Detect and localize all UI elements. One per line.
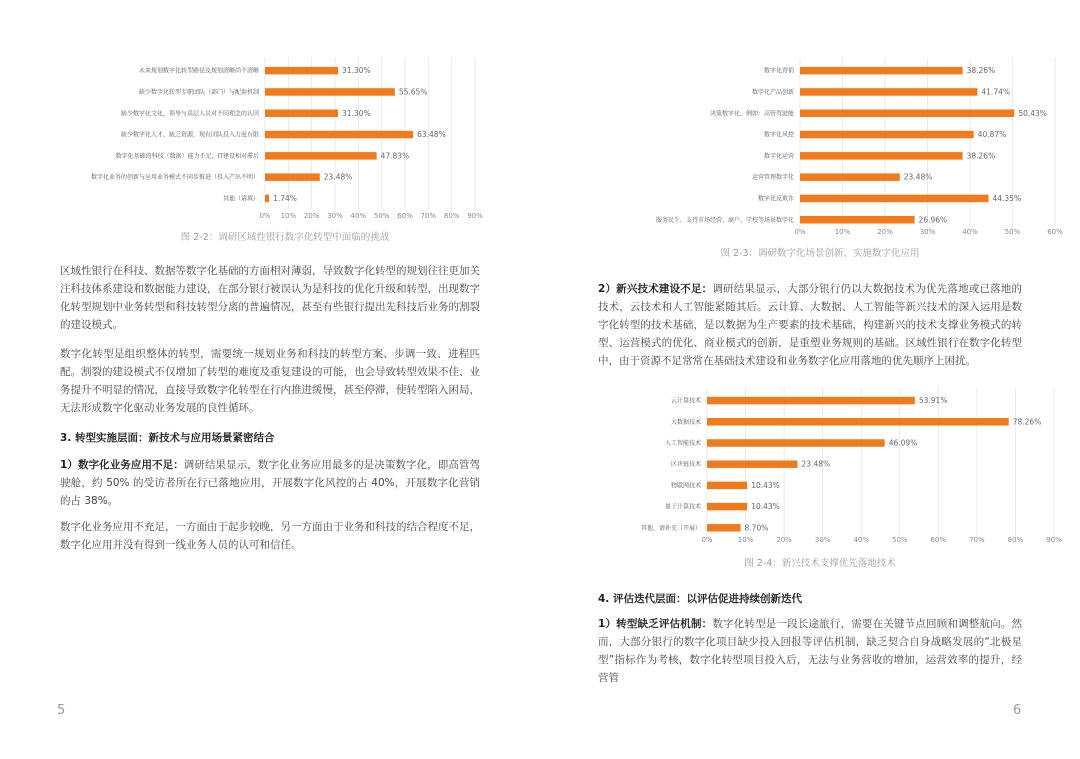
chart-challenges [50,56,490,224]
challenges-tick-label: 40% [350,212,367,220]
chart-technologies [590,386,1062,548]
technologies-value-label: 53.91% [918,396,948,406]
technologies-category-label: 物联网技术 [670,482,701,490]
scenarios-tick-label: 0% [794,228,806,236]
technologies-bar [707,482,747,490]
challenges-tick-label: 80% [443,212,460,220]
challenges-bar [265,110,338,118]
technologies-bar [707,524,741,532]
scenarios-tick-label: 10% [834,228,851,236]
chart-challenges-svg [50,56,490,224]
technologies-bar [707,460,798,468]
technologies-category-label: 云计算技术 [670,397,701,405]
chart-scenarios-svg [590,56,1063,238]
technologies-tick-label: 20% [776,536,792,544]
paragraph-tech [598,280,1022,370]
challenges-bar [265,173,320,181]
scenarios-tick-label: 50% [1004,228,1021,236]
scenarios-bar [800,110,1014,118]
technologies-value-label: 23.48% [801,459,831,469]
paragraph-digital-business [60,456,480,510]
scenarios-tick-label: 20% [877,228,893,236]
technologies-category-label: 区块链技术 [670,461,701,469]
sub-text-tech: 调研结果显示，大部分银行仍以大数据技术为优先落地或已落地的技术，云技术和人工智能紧随其后。云计算、大数据、人工智能等新兴技术的深入运用是数字化转型的技术基础，是以数据为生产要素的技术基础，构建新兴的技术支撑业务模式的转型、运营模式的优化、商业模式的创新，是重塑业务规则的基础。区域性银行在数字化转型中，由于资源不足常常在基础技术建设和业务数字化应用落地的优先顺序上困扰。 [598,283,1023,367]
challenges-value-label: 31.30% [342,108,371,118]
scenarios-category-label: 数字化运营 [763,152,794,160]
scenarios-category-label: 决策数字化，例如：高管驾驶舱 [709,110,794,118]
scenarios-category-label: 服务民生，支持市场经营、商户、学校等场景数字化 [655,216,794,224]
technologies-tick-label: 70% [969,536,985,544]
scenarios-tick-label: 60% [1047,228,1063,236]
challenges-category-label: 数字化业务的创新与应用业务模式不同步推进（投入产出不明） [90,174,259,182]
technologies-category-label: 大数据技术 [670,418,701,426]
scenarios-category-label: 数字化风控 [763,131,794,139]
scenarios-bar [800,152,963,160]
scenarios-value-label: 44.35% [992,193,1022,203]
chart-challenges-caption: 图 2-2：调研区域性银行数字化转型中面临的挑战 [180,232,390,243]
scenarios-bar [800,88,977,96]
technologies-category-label: 量子计算技术 [664,503,701,511]
section-heading-3: 3. 转型实施层面：新技术与应用场景紧密结合 [60,432,275,444]
challenges-tick-label: 90% [467,212,483,220]
challenges-bar [265,67,338,75]
challenges-category-label: 缺少数字化转型专职团队（部门）与配套机制 [138,88,259,96]
sub-title-digital-business: 1）数字化业务应用不足： [60,459,184,471]
challenges-tick-label: 60% [397,212,413,220]
challenges-value-label: 47.83% [380,151,410,161]
technologies-bar [707,418,1009,426]
challenges-bar [265,152,377,160]
paragraph-last: 数字化业务应用不充足，一方面由于起步较晚，另一方面由于业务和科技的结合程度不足，数字化应用并没有得到一线业务人员的认可和信任。 [60,521,480,551]
challenges-tick-label: 20% [303,212,320,220]
challenges-tick-label: 10% [280,212,297,220]
challenges-category-label: 数字化基础的科技（数据）能力不足，IT建设相对滞后 [115,152,259,160]
technologies-tick-label: 10% [737,536,754,544]
challenges-category-label: 缺少数字化文化，领导与基层人员对不同理念的认同 [120,110,259,118]
scenarios-bar [800,67,963,75]
paragraph-1: 区域性银行在科技、数据等数字化基础的方面相对薄弱，导致数字化转型的规划往往更加关注科技体系建设和数据能力建设，在部分银行被误认为是科技的优化升级和转型，出现数字化转型规划中业务转型和科技转型分离的普遍情况，甚至有些银行提出先科技后业务的割裂的建设模式。 [60,265,480,331]
scenarios-value-label: 26.96% [918,215,948,225]
sub-text-eval: 数字化转型是一段长途旅行，需要在关键节点回顾和调整航向。然而，大部分银行的数字化项目缺少投入回报等评估机制，缺乏契合自身战略发展的“北极星型”指标作为考核，数字化转型项目投入后，无法与业务营收的增加，运营效率的提升，经营管 [598,618,1023,684]
technologies-bar [707,439,885,447]
challenges-bar [265,131,413,139]
technologies-tick-label: 0% [701,536,713,544]
technologies-bar [707,397,915,405]
chart-scenarios [590,56,1063,238]
sub-text-digital-business: 调研结果显示，数字化业务应用最多的是决策数字化，即高管驾驶舱，约 50% 的受访者所在行已落地应用，开展数字化风控的占 40%，开展数字化营销的占 38%。 [60,459,481,507]
sub-title-eval: 1）转型缺乏评估机制： [598,618,713,630]
technologies-tick-label: 30% [814,536,831,544]
technologies-category-label: 其他，请补充（开展） [640,524,701,532]
scenarios-bar [800,131,974,139]
page-number-left: 5 [57,703,66,718]
right-page [540,0,1080,759]
chart-technologies-caption: 图 2-4：新兴技术支撑优先落地技术 [744,558,896,569]
challenges-category-label: 未来规划数字化转型路径及规划清晰尚不清晰 [138,67,259,75]
challenges-value-label: 31.30% [342,66,371,76]
challenges-tick-label: 70% [420,212,437,220]
challenges-tick-label: 50% [373,212,390,220]
technologies-bar [707,503,747,511]
technologies-tick-label: 40% [853,536,870,544]
scenarios-category-label: 运营管理数字化 [751,174,794,182]
scenarios-tick-label: 30% [919,228,936,236]
scenarios-tick-label: 40% [962,228,978,236]
challenges-value-label: 55.65% [398,87,428,97]
technologies-tick-label: 50% [891,536,908,544]
challenges-value-label: 23.48% [323,172,353,182]
paragraph-2: 数字化转型是组织整体的转型，需要统一规划业务和科技的转型方案、步调一致、进程匹配。割裂的建设模式不仅增加了转型的难度及重复建设的可能，也会导致转型效果不佳、业务提升不明显的情况，直接导致数字化转型在行内推进缓慢，甚至停滞，使转型陷入困局，无法形成数字化驱动业务发展的良性循环。 [60,348,480,414]
technologies-category-label: 人工智能技术 [664,440,701,447]
scenarios-value-label: 40.87% [977,130,1007,140]
challenges-bar [265,88,395,96]
sub-title-tech: 2）新兴技术建设不足： [598,283,713,295]
section-heading-4: 4. 评估迭代层面：以评估促进持续创新迭代 [598,593,802,605]
scenarios-bar [800,173,900,181]
technologies-tick-label: 80% [1007,536,1024,544]
challenges-category-label: 其他（请填） [222,195,259,203]
technologies-value-label: 10.43% [751,502,780,512]
scenarios-value-label: 38.26% [966,66,996,76]
challenges-category-label: 缺少数字化人才，缺乏资源，现有团队投入力度有限 [120,131,259,139]
scenarios-value-label: 41.74% [981,87,1011,97]
technologies-value-label: 46.09% [888,438,918,448]
scenarios-category-label: 数字化反欺诈 [757,195,794,203]
challenges-tick-label: 30% [327,212,343,220]
technologies-value-label: 78.26% [1012,417,1042,427]
chart-technologies-svg [590,386,1062,548]
challenges-value-label: 1.74% [273,193,297,203]
challenges-tick-label: 0% [259,212,271,220]
scenarios-value-label: 23.48% [903,172,933,182]
scenarios-value-label: 50.43% [1018,108,1047,118]
scenarios-bar [800,216,915,224]
scenarios-bar [800,195,988,203]
technologies-value-label: 10.43% [751,480,780,490]
chart-scenarios-caption: 图 2-3：调研数字化场景创新、实施数字化应用 [720,248,920,259]
scenarios-value-label: 38.26% [966,151,996,161]
page-number-right: 6 [1013,703,1022,718]
paragraph-eval [598,615,1022,687]
technologies-value-label: 8.70% [744,523,769,533]
challenges-bar [265,195,269,203]
technologies-tick-label: 60% [930,536,947,544]
technologies-tick-label: 90% [1046,536,1062,544]
scenarios-category-label: 数字化营销 [763,67,794,75]
scenarios-category-label: 数字化产品创新 [751,88,794,96]
challenges-value-label: 63.48% [417,130,446,140]
